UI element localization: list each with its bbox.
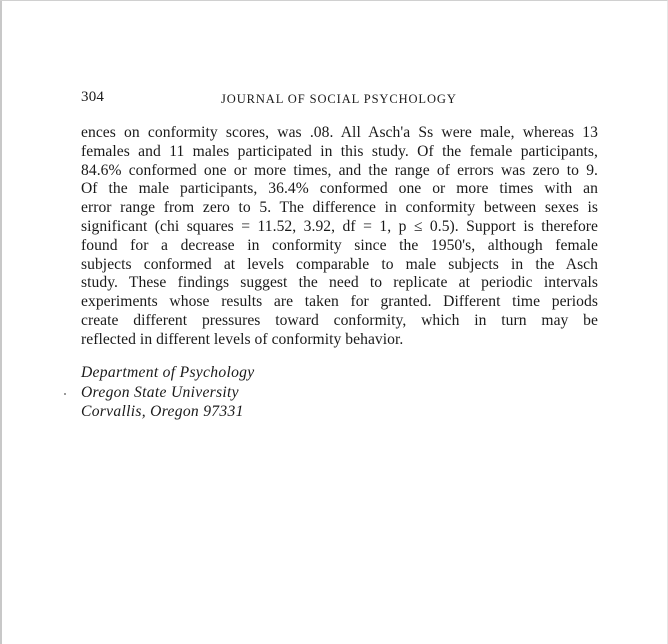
affiliation-department: Department of Psychology	[81, 364, 255, 381]
page-left-edge	[0, 1, 2, 644]
journal-title: JOURNAL OF SOCIAL PSYCHOLOGY	[221, 92, 457, 106]
body-line: Of the male participants, 36.4% conformed one or more times with an	[81, 180, 598, 198]
body-line: significant (chi squares = 11.52, 3.92, df = 1, p ≤ 0.5). Support is therefore	[81, 217, 598, 235]
body-line: experiments whose results are taken for granted. Different time periods	[81, 293, 598, 311]
body-line: subjects conformed at levels comparable to male subjects in the Asch	[81, 255, 598, 273]
body-line: study. These findings suggest the need to replicate at periodic intervals	[81, 274, 598, 292]
body-line: 84.6% conformed one or more times, and the range of errors was zero to 9.	[81, 161, 598, 179]
body-line: found for a decrease in conformity since the 1950's, although female	[81, 236, 598, 254]
author-affiliation	[81, 363, 255, 422]
page-number: 304	[81, 89, 105, 105]
body-paragraph	[81, 124, 598, 350]
margin-mark	[64, 393, 66, 395]
body-line: create different pressures toward conformity, which in turn may be	[81, 311, 598, 329]
running-head	[81, 89, 601, 109]
body-line: reflected in different levels of conformity behavior.	[81, 330, 404, 348]
body-line: ences on conformity scores, was .08. All Asch'a Ss were male, whereas 13	[81, 124, 598, 141]
affiliation-city: Corvallis, Oregon 97331	[81, 403, 244, 420]
affiliation-university: Oregon State University	[81, 383, 239, 401]
body-line: females and 11 males participated in this study. Of the female participants,	[81, 142, 598, 160]
body-line: error range from zero to 5. The difference in conformity between sexes is	[81, 199, 598, 217]
